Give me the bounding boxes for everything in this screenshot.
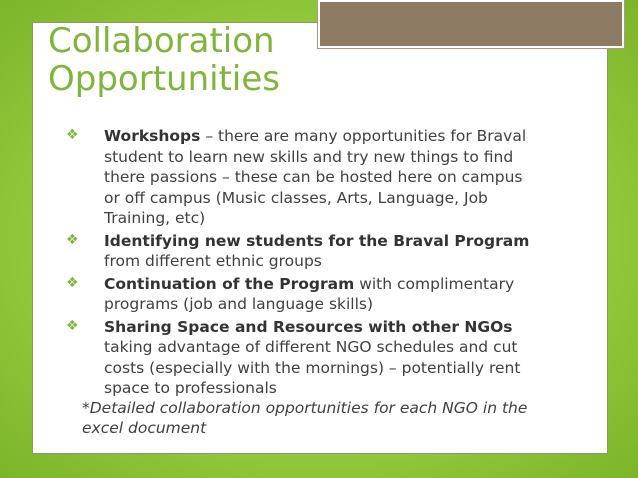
bullet-icon: ❖ [66,317,79,334]
slide-title: Collaboration Opportunities [48,21,280,99]
bullet-item-workshops [58,126,538,229]
bullet-item-identifying [58,231,538,272]
bullet-bold-text: Continuation of the Program [104,274,355,293]
bullet-text: – there are many opportunities for Braval student to learn new skills and try new things to find there passions – these can be hosted here on campus or off campus (Music classes, Arts, Language, Job Training, etc) [104,127,527,227]
bullet-text: with complimentary programs (job and language skills) [104,274,515,313]
bullet-item-sharing [58,317,538,399]
bullet-item-continuation [58,274,538,315]
bullet-list [58,126,538,401]
bullet-bold-text: Workshops [104,127,201,145]
bullet-icon: ❖ [66,274,79,291]
bullet-icon: ❖ [66,127,79,143]
bullet-bold-text: Identifying new students for the Braval Program [104,231,530,250]
bullet-bold-text: Sharing Space and Resources with other NGOs [104,317,513,336]
bullet-text: from different ethnic groups [104,252,322,270]
bullet-text: taking advantage of different NGO schedules and cut costs (especially with the mornings) – potentially rent space to professionals [104,338,521,397]
title-accent-bar [318,0,624,48]
bullet-icon: ❖ [66,231,79,248]
footnote: *Detailed collaboration opportunities for each NGO in the excel document [82,399,528,437]
